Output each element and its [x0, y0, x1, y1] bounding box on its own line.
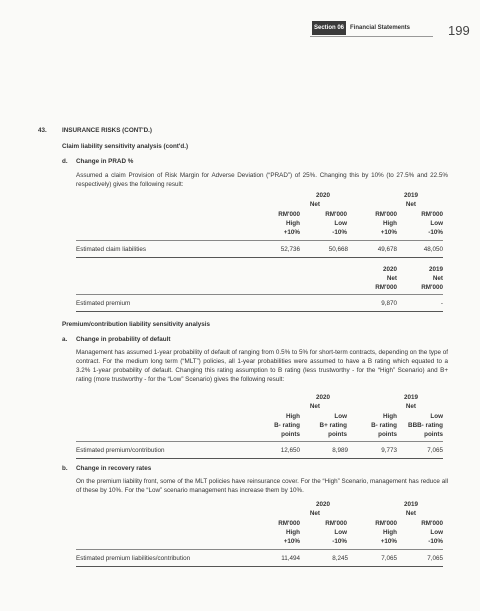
t4-col1-pct: +10%	[283, 538, 300, 545]
t3-col1-points: points	[281, 431, 300, 438]
item-a-label: a.	[62, 336, 68, 343]
t3-col3-dir: High	[383, 413, 397, 420]
t4-col1-unit: RM'000	[278, 520, 300, 527]
t4-col3-unit: RM'000	[375, 520, 397, 527]
t3-col4-dir: Low	[430, 413, 443, 420]
note-title: INSURANCE RISKS (CONT'D.)	[62, 127, 153, 134]
t3-col1-rating: B- rating	[274, 422, 300, 429]
t1-row-label: Estimated claim liabilities	[76, 246, 146, 253]
t1-rule-top	[76, 240, 443, 241]
t3-cell-4: 7,065	[427, 447, 443, 454]
t4-col3-dir: High	[383, 529, 397, 536]
t4-col2-unit: RM'000	[325, 520, 347, 527]
t4-rule-top	[76, 549, 443, 550]
t1-col3-pct: +10%	[380, 229, 397, 236]
t2-unit-2020: RM'000	[375, 284, 397, 291]
t4-rule-bottom	[76, 566, 443, 567]
recovery-paragraph: On the premium liability front, some of the MLT policies have reinsurance cover. For the “High” Scenario, management has reduce all of these by 10%. For the “Low” scenario management has increase them by 10%.	[76, 478, 448, 494]
t4-net-2020: Net	[309, 510, 320, 517]
t4-col1-dir: High	[286, 529, 300, 536]
t1-col4-pct: -10%	[428, 229, 443, 236]
section-label: Section 06	[312, 21, 346, 35]
t1-net-2019: Net	[405, 201, 416, 208]
t3-cell-1: 12,650	[280, 447, 300, 454]
t2-year-2019: 2019	[428, 266, 443, 273]
t4-year-2020: 2020	[315, 501, 330, 508]
item-d-label: d.	[62, 158, 68, 165]
t1-year-2019: 2019	[403, 192, 418, 199]
header-divider	[310, 36, 433, 37]
t1-col3-dir: High	[383, 220, 397, 227]
t2-year-2020: 2020	[382, 266, 397, 273]
t1-col2-pct: -10%	[332, 229, 347, 236]
t3-net-2020: Net	[309, 403, 320, 410]
t4-col2-dir: Low	[334, 529, 347, 536]
item-a-title: Change in probability of default	[76, 336, 171, 343]
t3-col2-points: points	[328, 431, 347, 438]
t1-net-2020: Net	[309, 201, 320, 208]
t3-year-2019: 2019	[403, 394, 418, 401]
t1-cell-4: 48,050	[423, 246, 443, 253]
t4-net-2019: Net	[405, 510, 416, 517]
t3-cell-2: 8,989	[332, 447, 348, 454]
t3-year-2020: 2020	[315, 394, 330, 401]
t3-rule-top	[76, 441, 443, 442]
t2-row-label: Estimated premium	[76, 300, 131, 307]
note-number: 43.	[38, 127, 47, 134]
t3-col4-points: points	[424, 431, 443, 438]
t1-col4-dir: Low	[430, 220, 443, 227]
t4-col2-pct: -10%	[332, 538, 347, 545]
default-paragraph: Management has assumed 1-year probability of default of ranging from 0.5% to 5% for short-term contracts, depending on the type of contract. For the medium long term (“MLT”) policies, all 1-year probabilities were assumed to have a B rating which equated to a 3.2% 1-year probability of default. Changing this rating assumption to B rating (less trustworthy - for the “High” Scenario) and B+ rating (more trustworthy - for the “Low” Scenario) gives the following result:	[76, 349, 448, 383]
t1-col2-unit: RM'000	[325, 211, 347, 218]
t1-col2-dir: Low	[334, 220, 347, 227]
t2-net-2020: Net	[386, 275, 397, 282]
t2-cell-2: -	[440, 300, 443, 307]
t2-rule-bottom	[76, 311, 443, 312]
t2-net-2019: Net	[432, 275, 443, 282]
t4-cell-1: 11,494	[281, 555, 300, 562]
t3-rule-bottom	[76, 458, 443, 459]
t1-col4-unit: RM'000	[421, 211, 443, 218]
t1-col1-unit: RM'000	[278, 211, 300, 218]
t1-col1-dir: High	[286, 220, 300, 227]
t2-cell-1: 9,870	[381, 300, 397, 307]
t3-cell-3: 9,773	[381, 447, 397, 454]
t4-year-2019: 2019	[403, 501, 418, 508]
t3-col2-dir: Low	[334, 413, 347, 420]
t3-row-label: Estimated premium/contribution	[76, 447, 165, 454]
t4-cell-3: 7,065	[381, 555, 397, 562]
claim-heading: Claim liability sensitivity analysis (cont'd.)	[62, 143, 189, 150]
page-number: 199	[448, 23, 470, 38]
t3-net-2019: Net	[405, 403, 416, 410]
t1-cell-3: 49,678	[377, 246, 397, 253]
prad-paragraph: Assumed a claim Provision of Risk Margin for Adverse Deviation (“PRAD”) of 25%. Changing this by 10% (to 27.5% and 22.5% respectively) gives the following result:	[76, 172, 448, 188]
t1-year-2020: 2020	[315, 192, 330, 199]
item-d-title: Change in PRAD %	[76, 158, 134, 165]
t2-rule-top	[76, 294, 443, 295]
t3-col3-points: points	[378, 431, 397, 438]
t3-col2-rating: B+ rating	[319, 422, 347, 429]
t1-col1-pct: +10%	[283, 229, 300, 236]
t4-col4-dir: Low	[430, 529, 443, 536]
t3-col3-rating: B- rating	[371, 422, 397, 429]
item-b-title: Change in recovery rates	[76, 465, 152, 472]
t1-col3-unit: RM'000	[375, 211, 397, 218]
t3-col4-rating: BBB- rating	[408, 422, 443, 429]
premium-heading: Premium/contribution liability sensitivity analysis	[62, 321, 211, 328]
t4-cell-2: 8,245	[332, 555, 348, 562]
t4-row-label: Estimated premium liabilities/contribution	[76, 555, 191, 562]
t4-cell-4: 7,065	[427, 555, 443, 562]
t4-col3-pct: +10%	[380, 538, 397, 545]
t1-cell-1: 52,736	[280, 246, 300, 253]
t2-unit-2019: RM'000	[421, 284, 443, 291]
item-b-label: b.	[62, 465, 68, 472]
section-title: Financial Statements	[350, 25, 411, 31]
t4-col4-pct: -10%	[428, 538, 443, 545]
t3-col1-dir: High	[286, 413, 300, 420]
t4-col4-unit: RM'000	[421, 520, 443, 527]
t1-rule-bottom	[76, 257, 443, 258]
t1-cell-2: 50,668	[328, 246, 348, 253]
